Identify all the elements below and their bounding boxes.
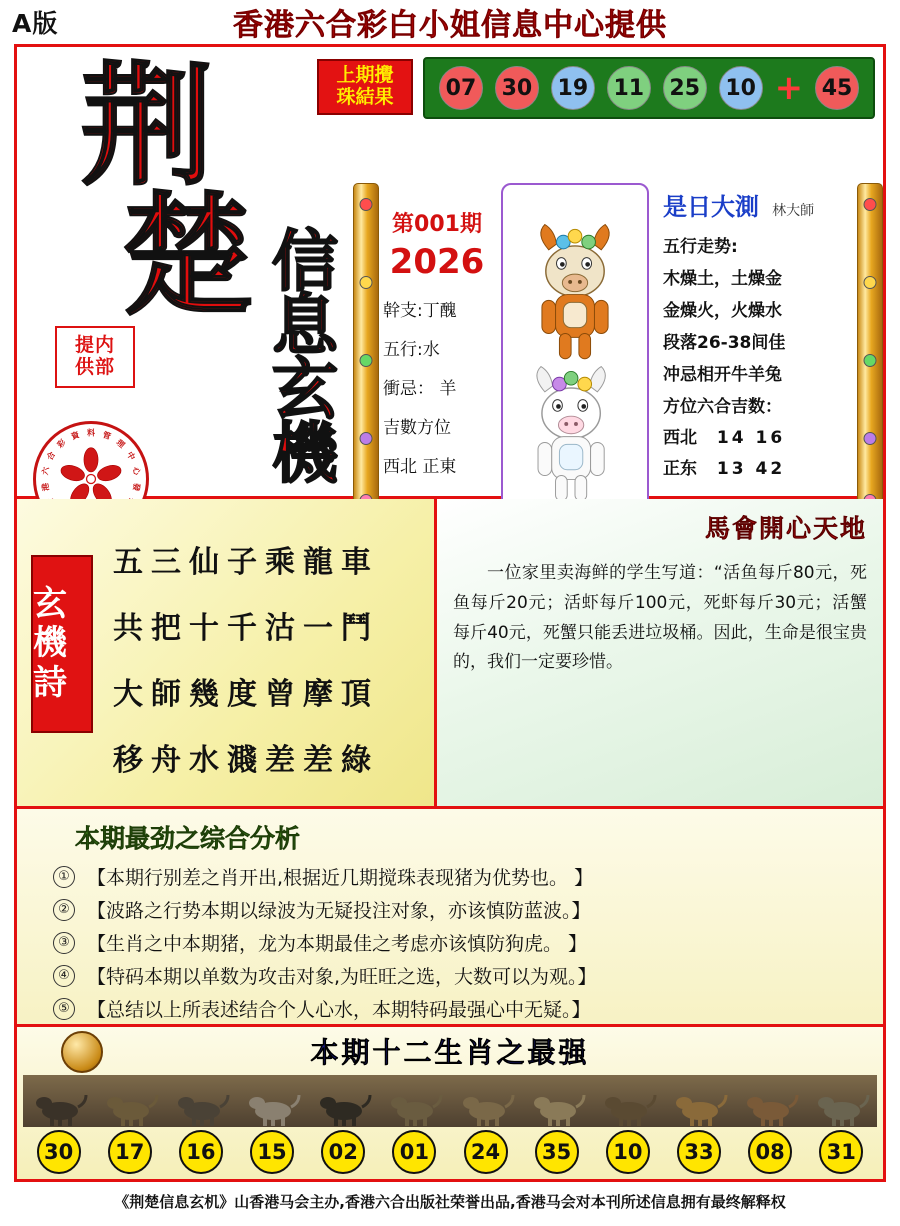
zodiac-illustration-box [501,183,649,519]
today-forecast-line-0: 木燥土，土燥金 [663,269,782,289]
zodiac-number-6: 24 [464,1130,508,1174]
zodiac-animal-icon [455,1079,517,1127]
issue-line-3: 吉數方位 [383,418,451,438]
stamp-line-2: 供部 [74,356,115,378]
zodiac-section [17,1027,883,1179]
zodiac-animal-icon [668,1079,730,1127]
zodiac-number-2: 16 [179,1130,223,1174]
issue-info [377,207,497,477]
draw-special-ball: 45 [815,66,859,110]
analysis-item-text-4: 【总结以上所表述结合个人心水，本期特码最强心中无疑。】 [87,999,591,1021]
joke-body: 一位家里卖海鲜的学生写道：“活鱼每斤80元，死鱼每斤20元；活虾每斤100元，死虾每斤30元；活蟹每斤40元，死蟹只能丢进垃圾桶。因此，生命是很宝贵的，我们一定要珍惜。 [453,563,867,673]
masthead-section [17,47,883,499]
draw-ball-2: 19 [551,66,595,110]
direction-row-1 [663,454,853,479]
page-header [0,0,900,44]
seal-ring-text: 港 六 合 彩 資 料 管 理 中 心 發 [40,428,142,492]
zodiac-animal-icon [170,1079,232,1127]
today-forecast-master: 林大師 [772,203,815,219]
ox-mascot-illustration [503,185,647,517]
poem-tag: 玄機詩 [31,555,93,733]
analysis-item-text-0: 【本期行别差之肖开出,根据近几期搅珠表现猪为优势也。 】 [87,867,594,889]
analysis-item-number-4: ⑤ [53,998,75,1020]
brand-char-1: 荆 [81,49,213,204]
direction-numbers-1: 13 42 [716,459,786,479]
zodiac-number-4: 02 [321,1130,365,1174]
analysis-title: 本期最劲之综合分析 [75,824,301,853]
issue-year: 2026 [389,242,485,282]
edition-tag: A版 [12,9,59,38]
vertical-title: 信息玄機 [272,222,338,493]
draw-ball-0: 07 [439,66,483,110]
zodiac-animal-icon [526,1079,588,1127]
direction-label-0: 西北 [663,428,697,448]
analysis-item [53,863,869,890]
zodiac-animal-icon [810,1079,872,1127]
direction-row-0 [663,423,853,448]
today-forecast-line-3: 冲忌相开牛羊兔 [663,365,782,385]
joke-pane [437,499,883,806]
analysis-item-text-2: 【生肖之中本期猪，龙为本期最佳之考虑亦该慎防狗虎。 】 [87,933,588,955]
poem-pane [17,499,437,806]
today-forecast-title: 是日大測 [663,193,759,221]
coin-badge-icon [61,1031,103,1073]
draw-result-strip [423,57,875,119]
joke-title: 馬會開心天地 [704,514,867,543]
draw-ball-3: 11 [607,66,651,110]
zodiac-number-row [23,1127,877,1177]
analysis-item [53,929,869,956]
direction-numbers-0: 14 16 [716,428,786,448]
brand-char-2: 楚 [121,179,253,334]
analysis-item [53,995,869,1022]
poem-line-2: 大師幾度曾摩頂 [113,677,379,712]
zodiac-animal-strip [23,1075,877,1127]
issue-number: 第001期 [392,212,482,237]
zodiac-animal-icon [28,1079,90,1127]
draw-label-line-2: 珠結果 [336,86,394,108]
draw-ball-5: 10 [719,66,763,110]
main-frame [14,44,886,1182]
zodiac-animal-icon [99,1079,161,1127]
zodiac-animal-icon [597,1079,659,1127]
draw-ball-4: 25 [663,66,707,110]
analysis-item-number-0: ① [53,866,75,888]
issue-line-2: 衝忌： 羊 [383,379,457,399]
today-forecast-panel [663,187,853,479]
plus-sign: + [774,68,804,108]
zodiac-number-9: 33 [677,1130,721,1174]
page-title: 香港六合彩白小姐信息中心提供 [233,8,667,43]
analysis-item-text-3: 【特码本期以单数为攻击对象,为旺旺之选，大数可以为观。】 [87,966,597,988]
zodiac-animal-icon [739,1079,801,1127]
analysis-item [53,896,869,923]
zodiac-animal-icon [241,1079,303,1127]
analysis-item-number-1: ② [53,899,75,921]
analysis-item [53,962,869,989]
zodiac-animal-icon [383,1079,445,1127]
analysis-item-number-3: ④ [53,965,75,987]
decorative-bar-left [353,183,379,519]
draw-label-line-1: 上期攪 [336,64,394,87]
zodiac-number-10: 08 [748,1130,792,1174]
issue-line-1: 五行:水 [383,340,440,360]
zodiac-number-7: 35 [535,1130,579,1174]
poem-line-3: 移舟水濺差差綠 [113,743,379,778]
today-forecast-line-2: 段落26-38间佳 [663,333,786,353]
analysis-item-text-1: 【波路之行势本期以绿波为无疑投注对象，亦该慎防蓝波。】 [87,900,591,922]
poem-and-joke-section [17,499,883,809]
poem-line-1: 共把十千沽一鬥 [113,611,379,646]
draw-result-label [317,59,413,115]
direction-label-1: 正东 [663,459,697,479]
poem-line-0: 五三仙子乘龍車 [113,545,379,580]
footer-disclaimer: 《荆楚信息玄机》山香港马会主办,香港六合出版社荣誉出品,香港马会对本刊所述信息拥有最终解释权 [114,1192,786,1211]
today-forecast-subtitle: 五行走势: [663,237,738,257]
zodiac-number-3: 15 [250,1130,294,1174]
analysis-item-number-2: ③ [53,932,75,954]
zodiac-number-1: 17 [108,1130,152,1174]
zodiac-number-5: 01 [392,1130,436,1174]
today-forecast-line-1: 金燥火，火燥水 [663,301,782,321]
zodiac-number-0: 30 [37,1130,81,1174]
today-forecast-line-4: 方位六合吉数： [663,397,782,417]
today-forecast-directions [663,423,853,479]
draw-ball-1: 30 [495,66,539,110]
internal-stamp [55,326,135,388]
brand-block [23,51,283,491]
zodiac-header [17,1027,883,1075]
zodiac-number-11: 31 [819,1130,863,1174]
stamp-line-1: 提内 [74,334,115,357]
decorative-bar-right [857,183,883,519]
poem-lines [113,537,424,801]
zodiac-animal-icon [312,1079,374,1127]
zodiac-title: 本期十二生肖之最强 [310,1036,590,1069]
issue-line-4: 西北 正東 [383,457,457,477]
analysis-section [17,809,883,1027]
zodiac-number-8: 10 [606,1130,650,1174]
issue-line-0: 幹支:丁醜 [383,301,457,321]
